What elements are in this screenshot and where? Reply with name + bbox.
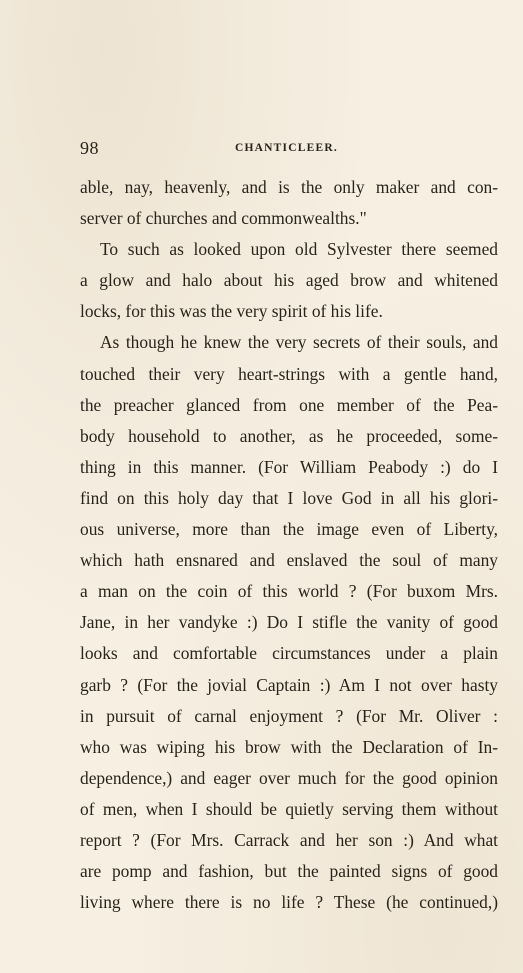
text-line: in pursuit of carnal enjoyment ? (For Mr. Oliver : <box>80 705 498 726</box>
text-line: which hath ensnared and enslaved the soul of many <box>80 550 498 571</box>
body-text <box>80 172 498 918</box>
text-line: Jane, in her vandyke :) Do I stifle the vanity of good <box>80 612 498 633</box>
text-line: As though he knew the very secrets of their souls, and <box>100 332 498 353</box>
text-line: touched their very heart-strings with a gentle hand, <box>80 363 498 384</box>
text-line: the preacher glanced from one member of the Pea- <box>80 394 498 415</box>
text-line: server of churches and commonwealths." <box>80 208 367 229</box>
text-line: thing in this manner. (For William Peabody :) do I <box>80 456 498 477</box>
running-head <box>80 138 506 160</box>
running-title: CHANTICLEER. <box>235 142 338 154</box>
text-line: are pomp and fashion, but the painted signs of good <box>80 861 498 882</box>
text-line: garb ? (For the jovial Captain :) Am I not over hasty <box>80 674 498 695</box>
text-line: locks, for this was the very spirit of his life. <box>80 301 383 322</box>
text-line: body household to another, as he proceeded, some- <box>80 425 498 446</box>
text-line: dependence,) and eager over much for the good opinion <box>80 767 498 788</box>
text-line: report ? (For Mrs. Carrack and her son :) And what <box>80 829 498 850</box>
text-line: who was wiping his brow with the Declaration of In- <box>80 736 498 757</box>
text-line: a glow and halo about his aged brow and whitened <box>80 270 498 291</box>
text-line: living where there is no life ? These (he continued,) <box>80 892 498 913</box>
text-line: a man on the coin of this world ? (For buxom Mrs. <box>80 581 498 602</box>
page-number: 98 <box>80 138 99 158</box>
text-line: able, nay, heavenly, and is the only maker and con- <box>80 177 498 197</box>
text-line: ous universe, more than the image even of Liberty, <box>80 519 498 540</box>
text-line: find on this holy day that I love God in all his glori- <box>80 487 498 508</box>
text-line: looks and comfortable circumstances under a plain <box>80 643 498 664</box>
text-line: To such as looked upon old Sylvester there seemed <box>100 239 498 260</box>
text-line: of men, when I should be quietly serving them without <box>80 798 498 819</box>
